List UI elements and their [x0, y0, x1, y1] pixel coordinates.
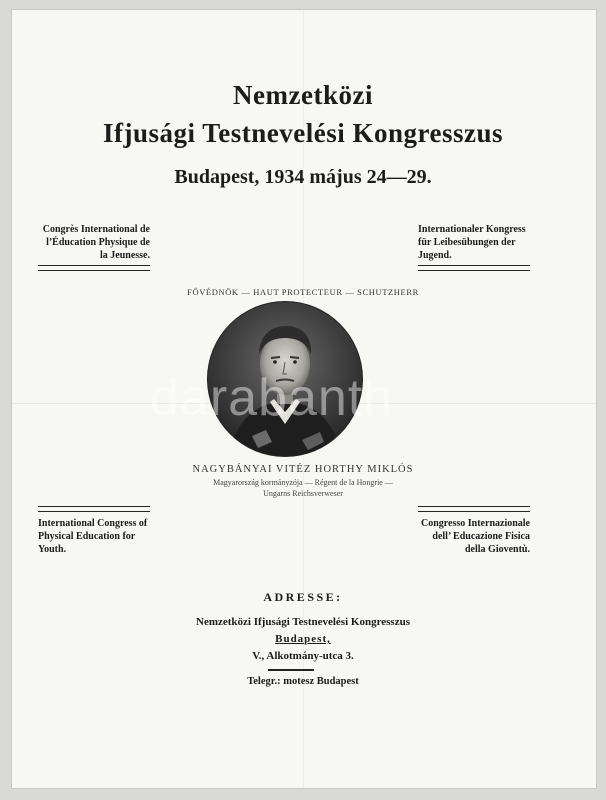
address-organization: Nemzetközi Ifjusági Testnevelési Kongresszus	[196, 616, 410, 628]
corner-line: Congresso Internazionale	[421, 518, 530, 529]
address-heading: ADRESSE:	[263, 590, 343, 604]
corner-line: la Jeunesse.	[100, 250, 150, 261]
corner-italian	[418, 506, 530, 556]
corner-line: Youth.	[38, 544, 67, 555]
corner-french	[38, 223, 150, 271]
corner-line: dell’ Educazione Fisica	[432, 531, 530, 542]
corner-line: l’Éducation Physique de	[46, 237, 150, 248]
address-city-text: Budapest,	[275, 633, 331, 645]
corner-line: International Congress of	[38, 518, 148, 529]
double-rule	[38, 265, 150, 271]
corner-line: della Gioventù.	[464, 544, 530, 555]
watermark: darabanth	[150, 369, 394, 427]
address-city	[0, 633, 606, 645]
double-rule	[418, 506, 530, 512]
divider	[268, 669, 314, 671]
portrait-title: Magyarország kormányzója — Régent de la Hongrie —	[213, 478, 393, 487]
corner-german	[418, 223, 530, 271]
corner-line: Internationaler Kongress	[418, 224, 526, 235]
address-street: V., Alkotmány-utca 3.	[252, 650, 354, 662]
portrait-name: NAGYBÁNYAI VITÉZ HORTHY MIKLÓS	[192, 464, 414, 475]
corner-line: für Leibesübungen der	[418, 237, 516, 248]
portrait-title-german: Ungarns Reichsverweser	[263, 489, 343, 498]
telegram-address: Telegr.: motesz Budapest	[247, 676, 359, 687]
double-rule	[418, 265, 530, 271]
patron-label: FŐVÉDNÖK — HAUT PROTECTEUR — SCHUTZHERR	[187, 287, 419, 297]
corner-line: Physical Education for	[38, 531, 136, 542]
corner-line: Jugend.	[418, 250, 452, 261]
title-line-1: Nemzetközi	[233, 80, 373, 110]
corner-english	[38, 506, 150, 556]
title-line-2: Ifjusági Testnevelési Kongresszus	[102, 118, 504, 148]
dateline: Budapest, 1934 május 24—29.	[174, 166, 432, 188]
double-rule	[38, 506, 150, 512]
corner-line: Congrès International de	[42, 224, 150, 235]
